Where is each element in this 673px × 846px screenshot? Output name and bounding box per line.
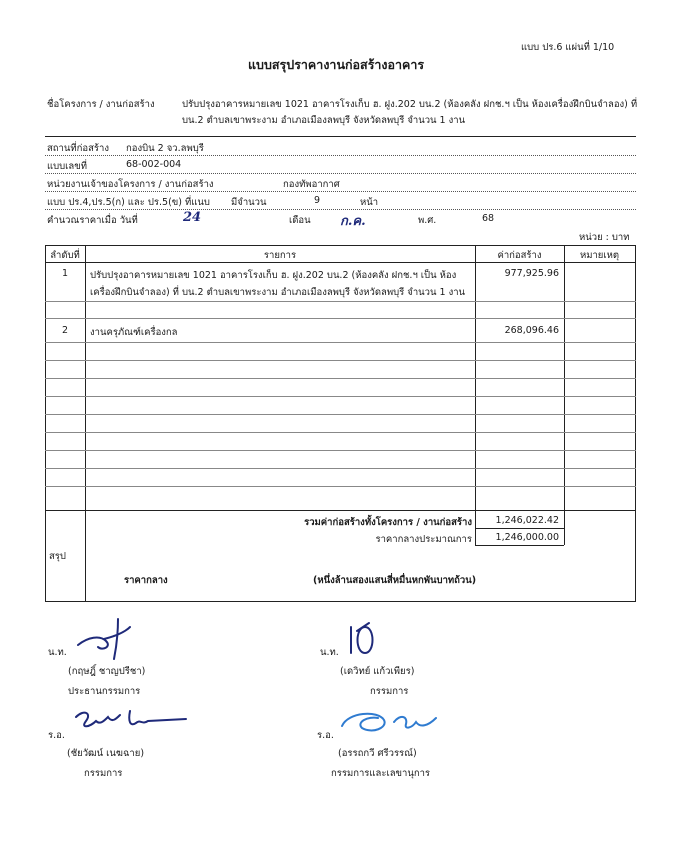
agency-value: กองทัพอากาศ — [283, 179, 340, 190]
location-value: กองบิน 2 จว.ลพบุรี — [126, 143, 204, 154]
signatory-name: (เดวิทย์ แก้วเพียร) — [340, 666, 415, 677]
plan-number-label: แบบเลขที่ — [47, 161, 88, 172]
header-cost: ค่าก่อสร้าง — [497, 250, 542, 261]
handwritten-signature — [343, 623, 383, 659]
row-item-line1: งานครุภัณฑ์เครื่องกล — [90, 327, 178, 338]
col-divider-no — [85, 245, 86, 602]
table-right-border — [635, 245, 636, 602]
location-label: สถานที่ก่อสร้าง — [47, 143, 109, 154]
document-title: แบบสรุปราคางานก่อสร้างอาคาร — [248, 57, 425, 72]
calc-date-day: 24 — [183, 210, 202, 225]
row-number: 1 — [61, 268, 69, 279]
signature-rank: ร.อ. — [317, 730, 334, 741]
estimate-label: ราคากลางประมาณการ — [375, 534, 472, 545]
summary-divider — [45, 510, 636, 511]
attached-forms-unit: หน้า — [360, 197, 379, 208]
median-price-text: (หนึ่งล้านสองแสนสี่หมื่นหกพันบาทถ้วน) — [313, 575, 477, 586]
row-number: 2 — [61, 325, 69, 336]
median-price-label: ราคากลาง — [124, 575, 168, 586]
handwritten-signature — [72, 615, 142, 660]
table-top-border — [45, 245, 636, 246]
row-item-line2: เครื่องฝึกบินจำลอง) ที่ บน.2 ตำบลเขาพระงาม อำเภอเมืองลพบุรี จังหวัดลพบุรี จำนวน 1 งาน — [90, 287, 466, 298]
summary-label: สรุป — [49, 551, 66, 562]
form-reference: แบบ ปร.6 แผ่นที่ 1/10 — [521, 42, 615, 53]
signatory-name: (อรรถกวี ศรีวรรณ์) — [338, 748, 417, 759]
header-no: ลำดับที่ — [50, 250, 80, 261]
project-name-line2: บน.2 ตำบลเขาพระงาม อำเภอเมืองลพบุรี จังหวัดลพบุรี จำนวน 1 งาน — [182, 115, 466, 126]
calc-month-label: เดือน — [289, 215, 311, 226]
calc-date-year: 68 — [482, 213, 495, 224]
table-bottom-border — [45, 601, 636, 602]
calc-year-label: พ.ศ. — [418, 215, 437, 226]
col-divider-item — [475, 245, 476, 545]
row-item-line1: ปรับปรุงอาคารหมายเลข 1021 อาคารโรงเก็บ ฮ. ฝูง.202 บน.2 (ห้องคลัง ฝกช.ฯ เป็น ห้อง — [90, 270, 457, 281]
attached-forms-label: แบบ ปร.4,ปร.5(ก) และ ปร.5(ข) ที่แนบ — [47, 197, 210, 208]
signatory-role: กรรมการ — [84, 768, 123, 779]
handwritten-signature — [70, 705, 190, 735]
signature-rank: น.ท. — [48, 647, 67, 658]
project-name-line1: ปรับปรุงอาคารหมายเลข 1021 อาคารโรงเก็บ ฮ. ฝูง.202 บน.2 (ห้องคลัง ฝกช.ฯ เป็น ห้องเครื่องฝึกบินจำลอง) ที่ — [182, 99, 638, 110]
agency-row-rule — [45, 191, 636, 192]
signatory-role: กรรมการ — [370, 686, 409, 697]
project-label: ชื่อโครงการ / งานก่อสร้าง — [47, 99, 155, 110]
header-divider — [45, 262, 636, 263]
attached-forms-count: 9 — [314, 195, 321, 206]
signature-rank: ร.อ. — [48, 730, 65, 741]
agency-label: หน่วยงานเจ้าของโครงการ / งานก่อสร้าง — [47, 179, 214, 190]
attached-forms-count-label: มีจำนวน — [231, 197, 267, 208]
plan-row-rule — [45, 173, 636, 174]
location-row-rule — [45, 155, 636, 156]
info-top-rule — [45, 136, 636, 137]
header-item: รายการ — [263, 250, 297, 261]
calc-date-month: ก.ค. — [340, 214, 366, 229]
total-label: รวมค่าก่อสร้างทั้งโครงการ / งานก่อสร้าง — [304, 517, 472, 528]
estimate-value: 1,246,000.00 — [495, 532, 559, 543]
plan-number-value: 68-002-004 — [126, 159, 182, 170]
currency-unit-note: หน่วย : บาท — [579, 232, 630, 243]
row-cost: 268,096.46 — [504, 325, 559, 336]
row-cost: 977,925.96 — [504, 268, 559, 279]
table-left-border — [45, 245, 46, 602]
estimate-cell-rule — [475, 545, 564, 546]
total-value: 1,246,022.42 — [495, 515, 559, 526]
handwritten-signature — [338, 708, 443, 736]
signatory-name: (ชัยวัฒน์ เนฆฉาย) — [67, 748, 145, 759]
calc-date-label: คำนวณราคาเมื่อ วันที่ — [47, 215, 138, 226]
signatory-role: กรรมการและเลขานุการ — [331, 768, 431, 779]
col-divider-cost — [564, 245, 565, 545]
header-note: หมายเหตุ — [579, 250, 620, 261]
signature-rank: น.ท. — [320, 647, 339, 658]
signatory-role: ประธานกรรมการ — [68, 686, 141, 697]
total-cell-rule — [475, 528, 564, 529]
signatory-name: (กฤษฎิ์ ชาญปรีชา) — [68, 666, 146, 677]
